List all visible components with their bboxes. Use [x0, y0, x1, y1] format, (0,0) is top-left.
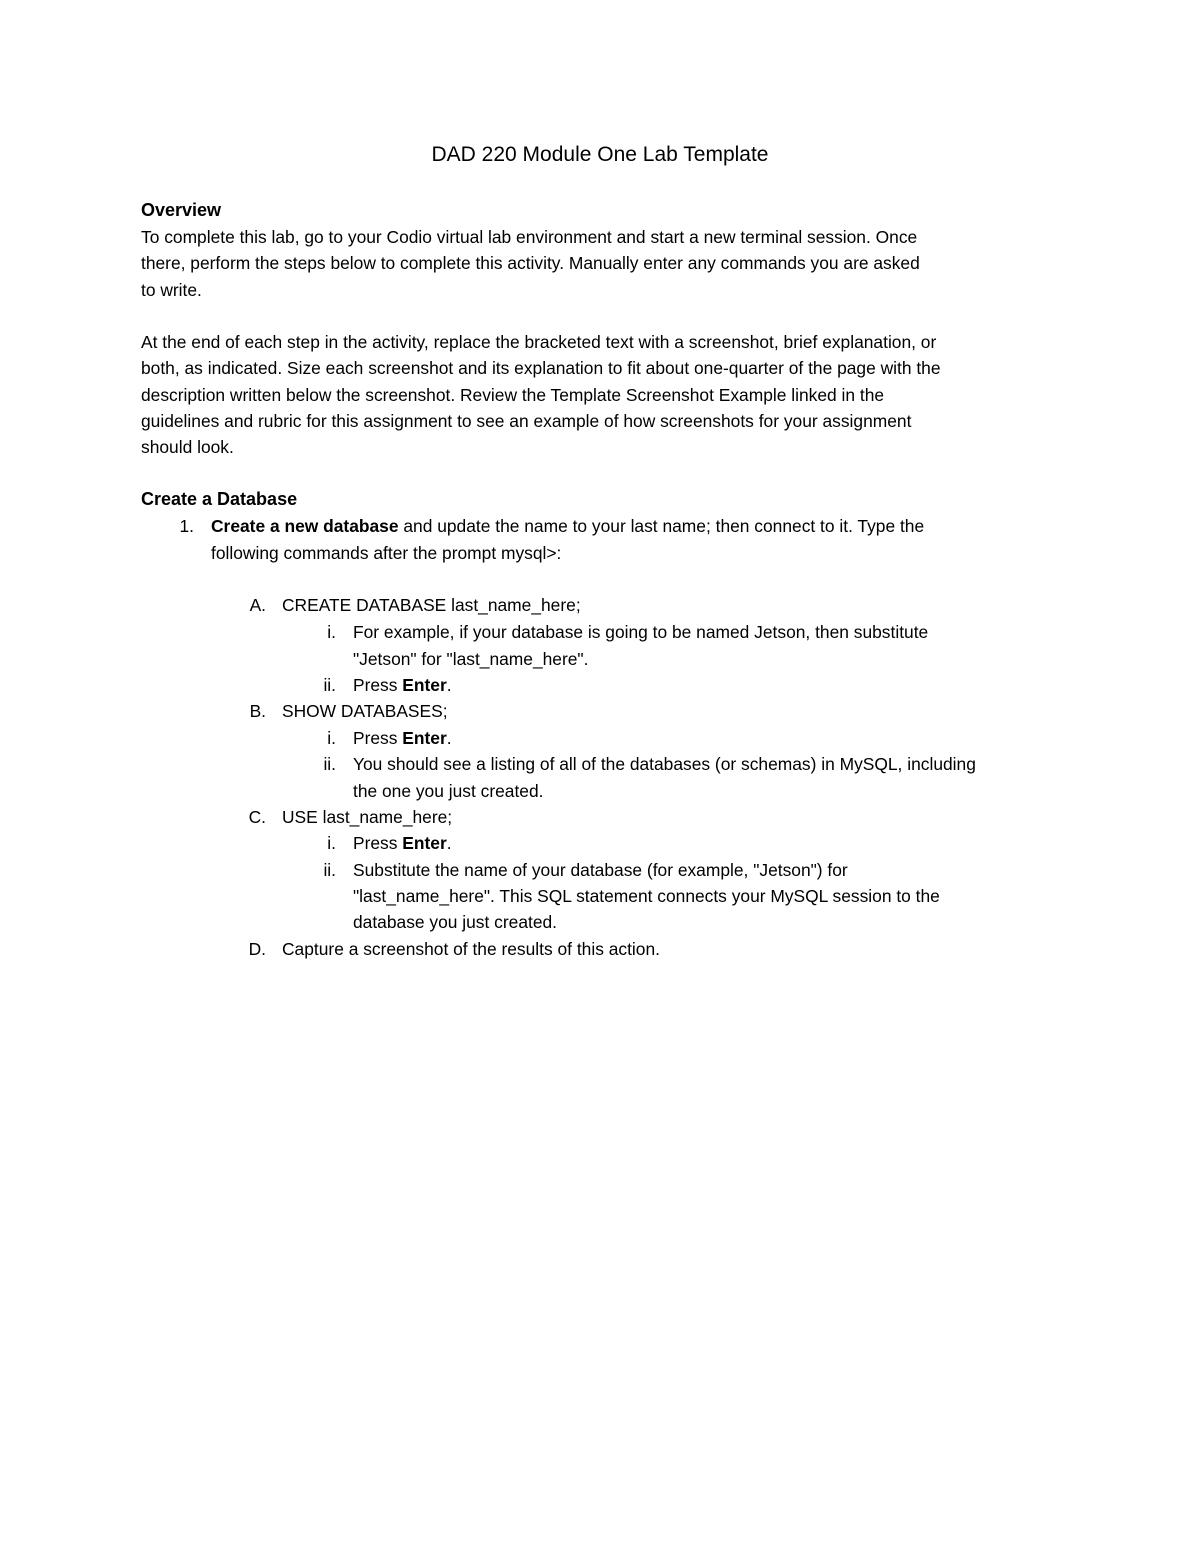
period-text: . — [446, 833, 452, 853]
substep-b-ii-line-2: the one you just created. — [353, 781, 544, 801]
text-line: To complete this lab, go to your Codio virtual lab environment and start a new terminal session. Once — [141, 227, 918, 247]
substep-a-marker: A. — [249, 595, 266, 615]
substep-b-i-marker: i. — [327, 728, 336, 748]
overview-paragraph-1 — [141, 224, 1071, 303]
step-1-line-2: following commands after the prompt mysql>: — [211, 543, 562, 563]
text-line: guidelines and rubric for this assignment to see an example of how screenshots for your assignment — [141, 410, 912, 431]
enter-key-label: Enter — [402, 833, 447, 853]
substep-c-i-text — [353, 830, 452, 856]
step-1-bold-text: Create a new database — [211, 516, 399, 536]
substep-a-ii-marker: ii. — [323, 675, 336, 695]
substep-a-i-marker: i. — [327, 622, 336, 642]
enter-key-label: Enter — [402, 675, 447, 695]
step-1-line-1 — [211, 513, 924, 539]
substep-c-ii-line-1: Substitute the name of your database (for example, "Jetson") for — [353, 860, 848, 880]
text-line: both, as indicated. Size each screenshot and its explanation to fit about one-quarter of the page with the — [141, 358, 941, 379]
document-title: DAD 220 Module One Lab Template — [431, 143, 769, 166]
substep-a-i-line-2: "Jetson" for "last_name_here". — [353, 649, 589, 669]
text-line: should look. — [141, 437, 234, 458]
substep-b-ii-marker: ii. — [323, 754, 336, 774]
substep-d-text: Capture a screenshot of the results of this action. — [282, 939, 660, 959]
substep-a-text: CREATE DATABASE last_name_here; — [282, 595, 581, 615]
overview-heading: Overview — [141, 200, 222, 220]
substep-c-i-marker: i. — [327, 833, 336, 853]
substep-b-marker: B. — [249, 701, 266, 721]
substep-b-i-text — [353, 725, 452, 751]
text-line: there, perform the steps below to complete this activity. Manually enter any commands you are asked — [141, 253, 920, 274]
text-line: to write. — [141, 279, 202, 300]
substep-a-i-line-1: For example, if your database is going to be named Jetson, then substitute — [353, 622, 929, 642]
press-text: Press — [353, 833, 403, 853]
step-1-text: and update the name to your last name; then connect to it. Type the — [398, 516, 925, 536]
press-text: Press — [353, 728, 403, 748]
substep-c-marker: C. — [248, 807, 266, 827]
substep-a-ii-text — [353, 672, 452, 698]
substep-c-text: USE last_name_here; — [282, 807, 453, 827]
substep-c-ii-line-3: database you just created. — [353, 912, 557, 932]
text-line: description written below the screenshot. Review the Template Screenshot Example linked in the — [141, 384, 885, 405]
press-text: Press — [353, 675, 403, 695]
overview-paragraph-2 — [141, 329, 1071, 460]
substep-c-ii-marker: ii. — [323, 860, 336, 880]
period-text: . — [446, 675, 452, 695]
enter-key-label: Enter — [402, 728, 447, 748]
substep-c-ii-line-2: "last_name_here". This SQL statement connects your MySQL session to the — [353, 886, 940, 906]
step-1-marker: 1. — [179, 516, 194, 536]
text-line: At the end of each step in the activity, replace the bracketed text with a screenshot, brief explanation, or — [141, 332, 937, 352]
create-database-heading: Create a Database — [141, 489, 298, 509]
substep-b-text: SHOW DATABASES; — [282, 701, 448, 721]
substep-b-ii-line-1: You should see a listing of all of the databases (or schemas) in MySQL, including — [353, 754, 976, 774]
substep-d-marker: D. — [248, 939, 266, 959]
period-text: . — [446, 728, 452, 748]
